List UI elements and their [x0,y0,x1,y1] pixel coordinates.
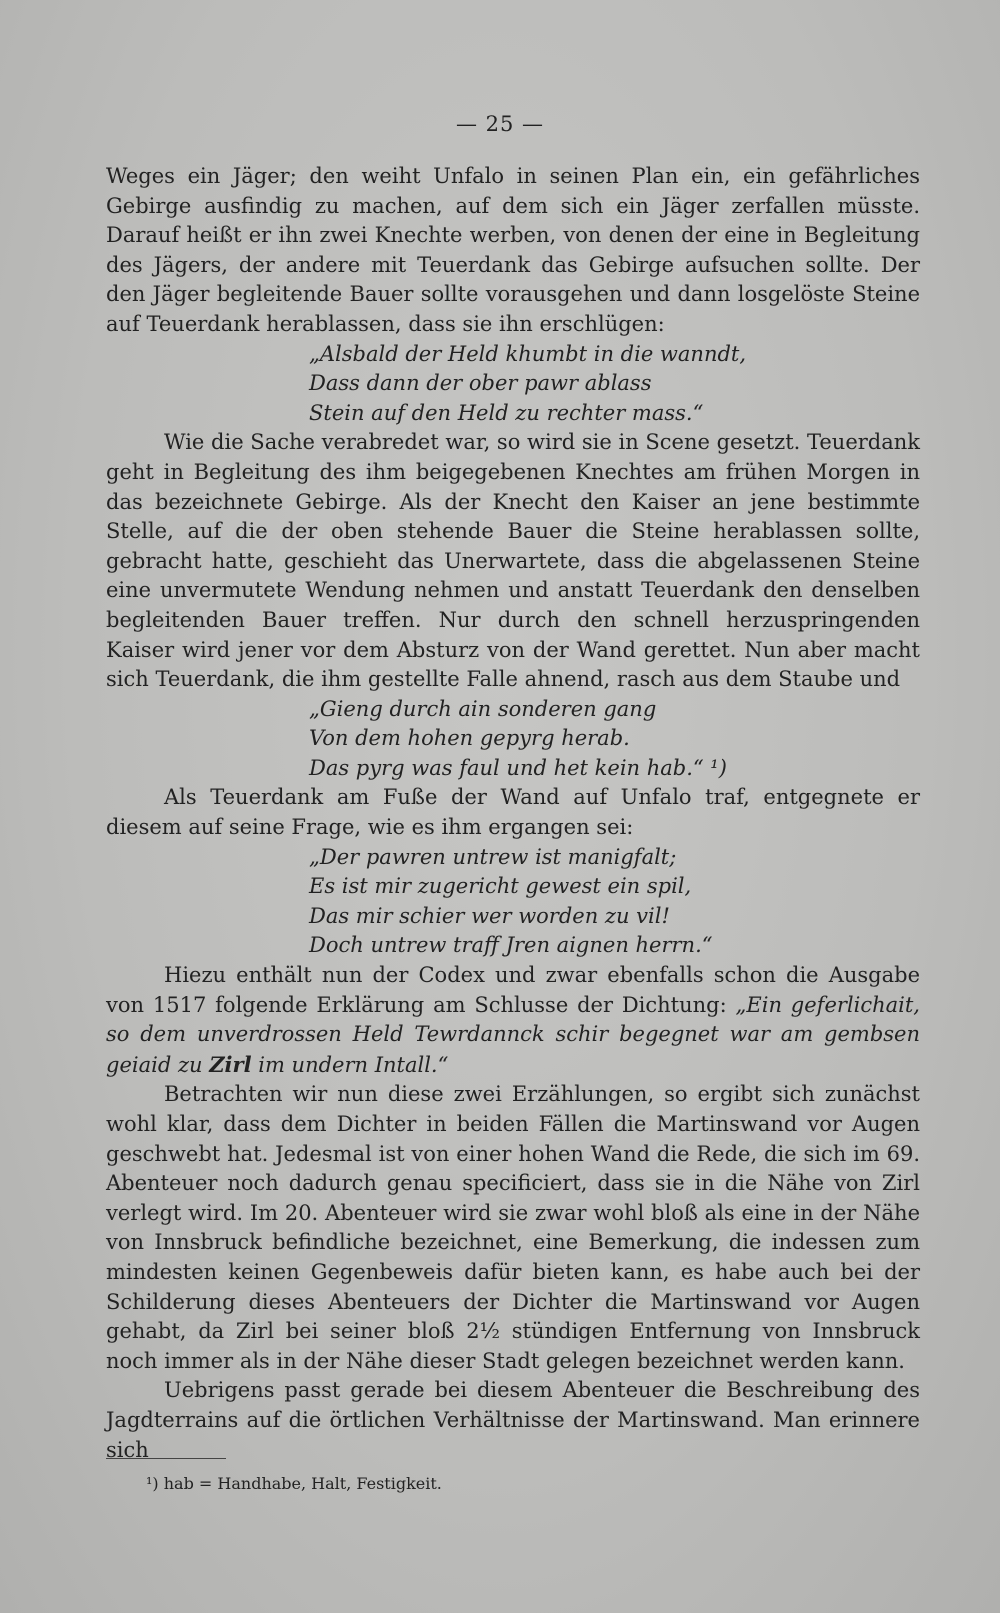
paragraph: Als Teuerdank am Fuße der Wand auf Unfalo traf, entgegnete er diesem auf seine Frage, wie es ihm ergangen sei: [106,785,920,840]
verse-line: Stein auf den Held zu rechter mass.“ [309,400,704,425]
italic-quote: im undern Intall.“ [251,1052,449,1077]
bold-place-name: Zirl [209,1051,252,1077]
footnote-rule [106,1458,226,1459]
paragraph: Uebrigens passt gerade bei diesem Abenteuer die Beschreibung des Jagdterrains auf die örtlichen Verhältnisse der Martinswand. Man erinnere sich [106,1378,920,1462]
verse-line: Von dem hohen gepyrg herab. [309,726,630,751]
paragraph: Weges ein Jäger; den weiht Unfalo in seinen Plan ein, ein gefährliches Gebirge ausfindig zu machen, auf dem sich ein Jäger zerfallen müsste. Darauf heißt er ihn zwei Knechte werben, von denen der eine in Begleitung des Jägers, der andere mit Teuerdank das Gebirge aufsuchen sollte. Der den Jäger begleitende Bauer sollte vorausgehen und dann losgelöste Steine auf Teuerdank herablassen, dass sie ihn erschlügen: [106,164,920,336]
verse-line: Doch untrew traff Jren aignen herrn.“ [309,933,713,958]
italic-quote: „Ein geferlichait, so dem unverdrossen Held Tewrdannck schir begegnet war am gembsen geiaid zu [106,992,920,1077]
verse-line: „Alsbald der Held khumbt in die wanndt, [309,341,747,366]
verse-quote [106,695,920,784]
verse-line: „Gieng durch ain sonderen gang [309,696,657,721]
verse-line: Das mir schier wer worden zu vil! [309,903,670,928]
verse-quote [106,340,920,429]
verse-line: „Der pawren untrew ist manigfalt; [309,844,677,869]
verse-line: Das pyrg was faul und het kein hab.“ ¹) [309,755,727,780]
paragraph [106,961,920,1080]
paragraph: Betrachten wir nun diese zwei Erzählungen, so ergibt sich zunächst wohl klar, dass dem Dichter in beiden Fällen die Martinswand vor Augen geschwebt hat. Jedesmal ist von einer hohen Wand die Rede, die sich im 69. Abenteuer noch dadurch genau specificiert, dass sie in die Nähe von Zirl verlegt wird. Im 20. Abenteuer wird sie zwar wohl bloß als eine in der Nähe von Innsbruck befindliche bezeichnet, eine Bemerkung, die indessen zum mindesten keinen Gegenbeweis dafür bieten kann, es habe auch bei der Schilderung dieses Abenteuers der Dichter die Martinswand vor Augen gehabt, da Zirl bei seiner bloß 2½ stündigen Entfernung von Innsbruck noch immer als in der Nähe dieser Stadt gelegen bezeichnet werden kann. [106,1082,920,1373]
body-text [106,162,920,1465]
page-number: — 25 — [455,112,545,136]
paragraph: Wie die Sache verabredet war, so wird sie in Scene gesetzt. Teuerdank geht in Begleitung des ihm beigegebenen Knechtes am frühen Morgen in das bezeichnete Gebirge. Als der Knecht den Kaiser an jene bestimmte Stelle, auf die der oben stehende Bauer die Steine herablassen sollte, gebracht hatte, geschieht das Unerwartete, dass die abgelassenen Steine eine unvermutete Wendung nehmen und anstatt Teuerdank den denselben begleitenden Bauer treffen. Nur durch den schnell herzuspringenden Kaiser wird jener vor dem Absturz von der Wand gerettet. Nun aber macht sich Teuerdank, die ihm gestellte Falle ahnend, rasch aus dem Staube und [106,430,920,692]
verse-line: Es ist mir zugericht gewest ein spil, [309,874,692,899]
verse-quote [106,843,920,961]
verse-line: Dass dann der ober pawr ablass [309,371,652,396]
footnote: ¹) hab = Handhabe, Halt, Festigkeit. [146,1474,442,1493]
text-run: Hiezu enthält nun der Codex und zwar ebenfalls schon die Ausgabe von 1517 folgende Erklärung am Schlusse der Dichtung: [106,963,920,1017]
